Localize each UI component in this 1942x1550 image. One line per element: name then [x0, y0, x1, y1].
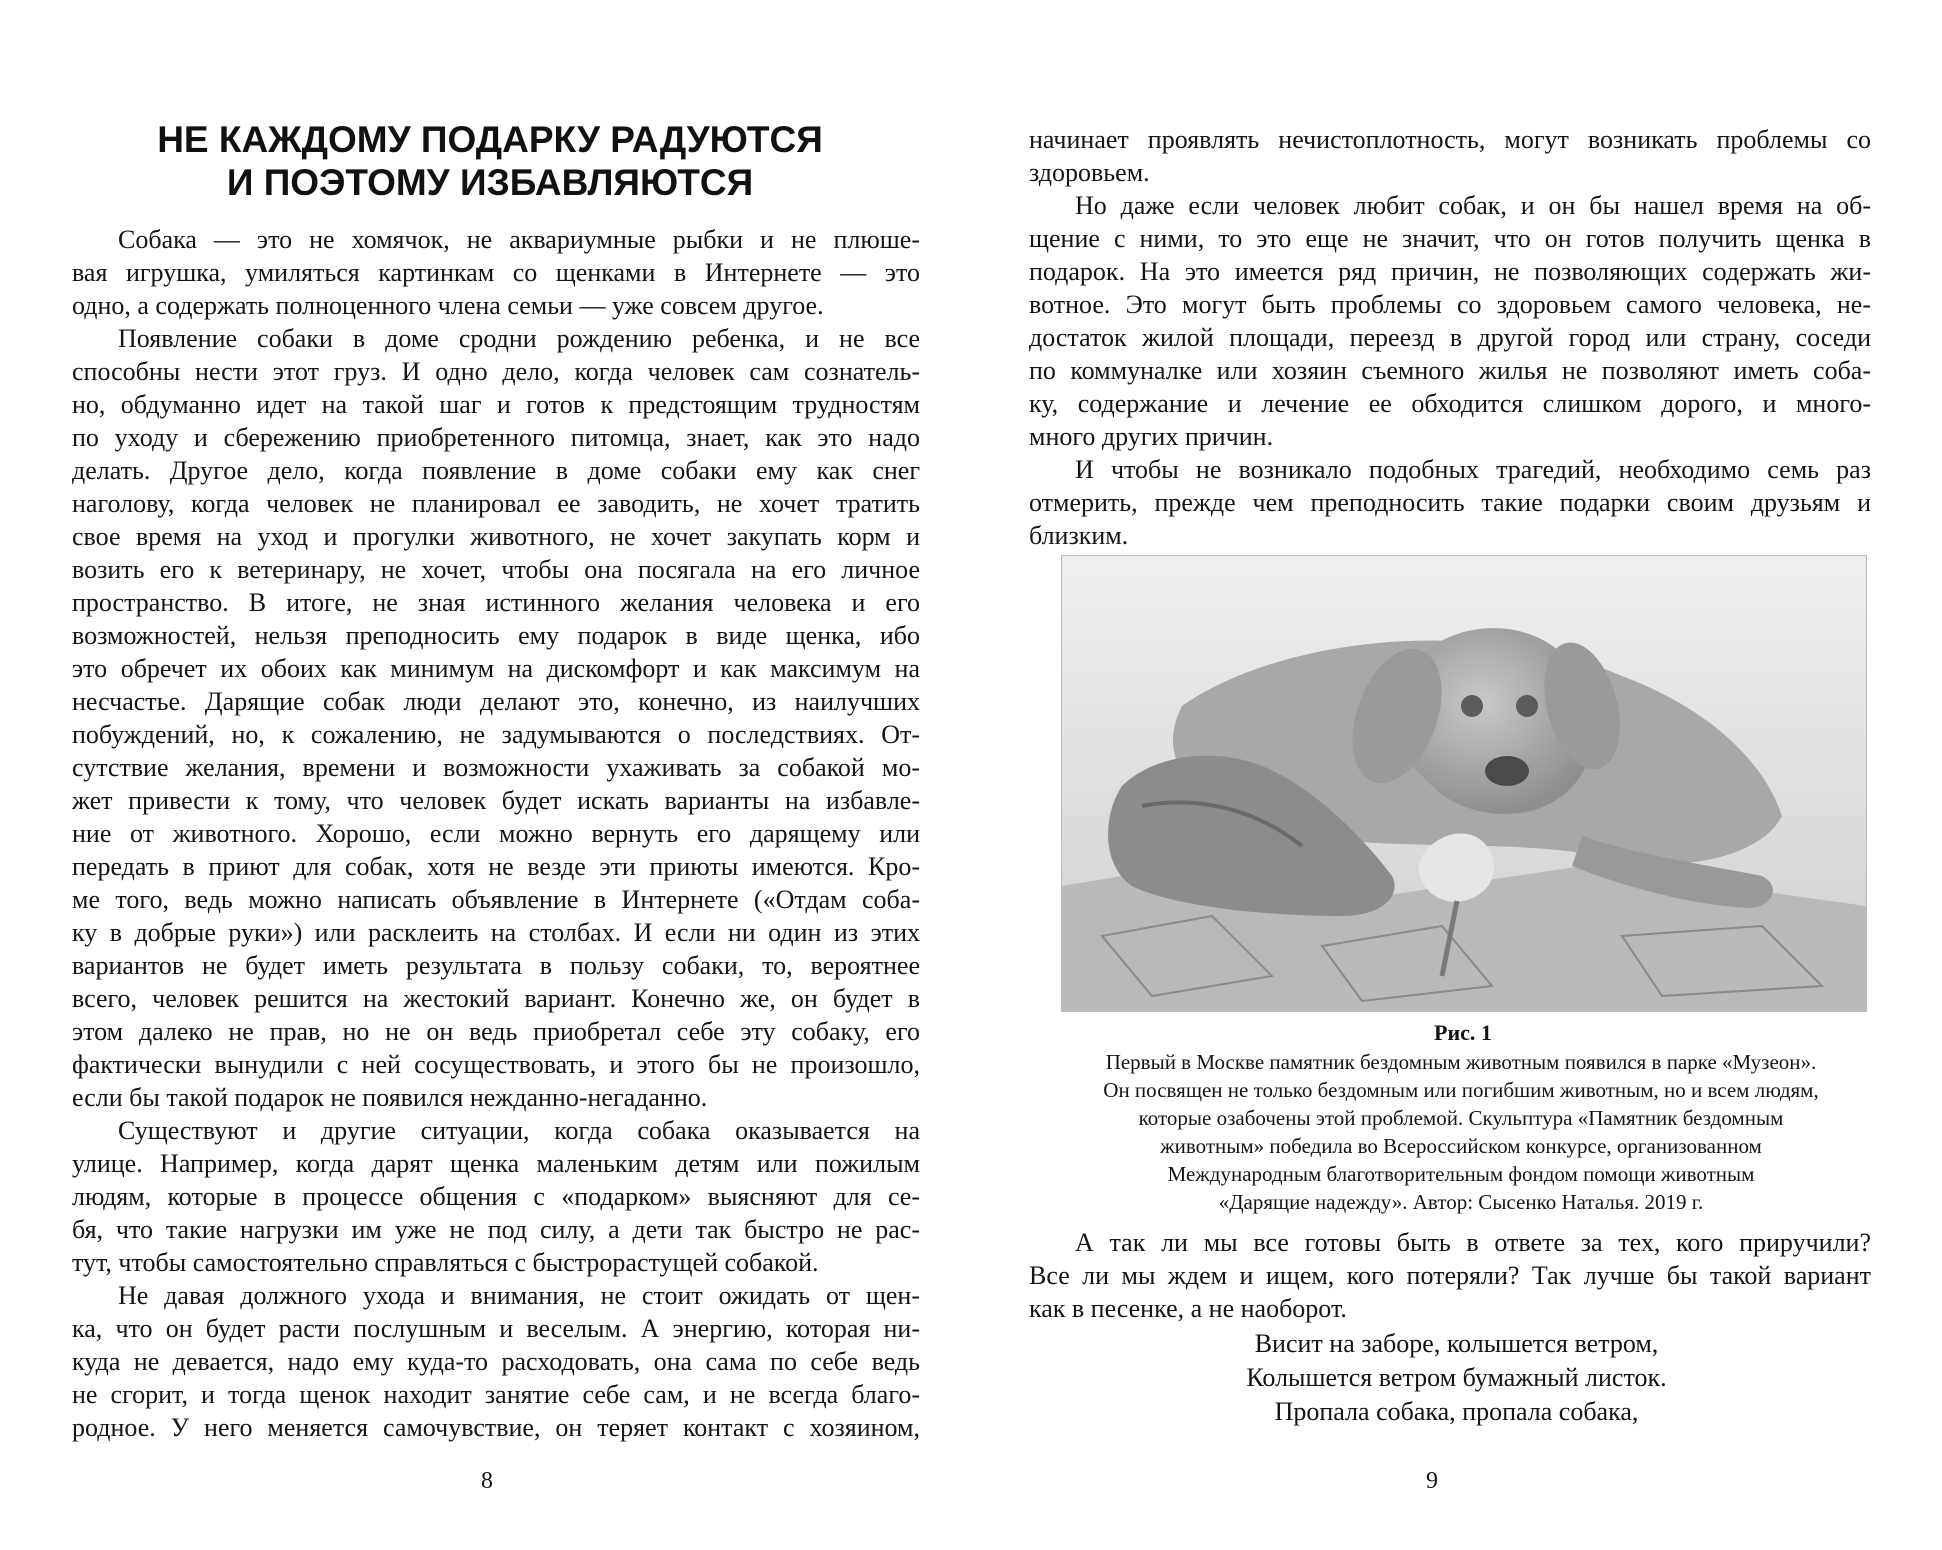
- right-body-text-top: [1029, 123, 1871, 552]
- text-line: ку, содержание и лечение ее обходится слишком дорого, и много-: [1029, 389, 1871, 418]
- song-verse: [971, 1327, 1942, 1429]
- text-line: возможностей, нельзя преподносить ему подарок в виде щенка, ибо: [72, 621, 920, 650]
- caption-line: Он посвящен не только бездомным или погибшим животным, но и всем людям,: [1103, 1078, 1819, 1102]
- text-line: подарок. На это имеется ряд причин, не позволяющих содержать жи-: [1029, 257, 1871, 286]
- text-line: побуждений, но, к сожалению, не задумываются о последствиях. От-: [72, 720, 920, 749]
- text-line: здоровьем.: [1029, 158, 1150, 187]
- text-line: всего, человек решится на жестокий вариант. Конечно же, он будет в: [72, 984, 920, 1013]
- dog-sculpture-illustration: [1062, 556, 1866, 1011]
- caption-line: Международным благотворительным фондом помощи животным: [1167, 1162, 1755, 1186]
- chapter-heading-line-2: И ПОЭТОМУ ИЗБАВЛЯЮТСЯ: [226, 162, 754, 203]
- text-line: по уходу и сбережению приобретенного питомца, знает, как это надо: [72, 423, 920, 452]
- text-line: тут, чтобы самостоятельно справляться с быстрорастущей собакой.: [72, 1248, 819, 1277]
- text-line: много других причин.: [1029, 422, 1274, 451]
- text-line: начинает проявлять нечистоплотность, могут возникать проблемы со: [1029, 125, 1871, 154]
- text-line: бя, что такие нагрузки им уже не под силу, а дети так быстро не рас-: [72, 1215, 920, 1244]
- text-line: но, обдуманно идет на такой шаг и готов к предстоящим трудностям: [72, 390, 920, 419]
- text-line: Не давая должного ухода и внимания, не стоит ожидать от щен-: [118, 1281, 920, 1310]
- text-line: ме того, ведь можно написать объявление в Интернете («Отдам соба-: [72, 885, 920, 914]
- right-page: [971, 0, 1942, 1550]
- chapter-heading: [60, 118, 920, 204]
- chapter-heading-line-1: НЕ КАЖДОМУ ПОДАРКУ РАДУЮТСЯ: [157, 119, 823, 160]
- text-line: несчастье. Дарящие собак люди делают это, конечно, из наилучших: [72, 687, 920, 716]
- verse-line: Пропала собака, пропала собака,: [1274, 1397, 1639, 1426]
- text-line: ка, что он будет расти послушным и веселым. А энергию, которая ни-: [72, 1314, 920, 1343]
- text-line: свое время на уход и прогулки животного, не хочет закупать корм и: [72, 522, 920, 551]
- text-line: Появление собаки в доме сродни рождению ребенка, и не все: [118, 324, 920, 353]
- text-line: по коммуналке или хозяин съемного жилья не позволяют иметь соба-: [1029, 356, 1871, 385]
- text-line: улице. Например, когда дарят щенка маленьким детям или пожилым: [72, 1149, 920, 1178]
- right-body-text-bottom: [1029, 1226, 1871, 1325]
- text-line: сутствие желания, времени и возможности ухаживать за собакой мо-: [72, 753, 920, 782]
- text-line: возить его к ветеринару, не хочет, чтобы она посягала на его личное: [72, 555, 920, 584]
- text-line: одно, а содержать полноценного члена семьи — уже совсем другое.: [72, 291, 824, 320]
- text-line: если бы такой подарок не появился нежданно-негаданно.: [72, 1083, 708, 1112]
- text-line: родное. У него меняется самочувствие, он теряет контакт с хозяином,: [72, 1413, 920, 1442]
- text-line: И чтобы не возникало подобных трагедий, необходимо семь раз: [1075, 455, 1871, 484]
- text-line: способны нести этот груз. И одно дело, когда человек сам сознатель-: [72, 357, 920, 386]
- text-line: Существуют и другие ситуации, когда собака оказывается на: [118, 1116, 920, 1145]
- text-line: А так ли мы все готовы быть в ответе за тех, кого приручили?: [1075, 1228, 1871, 1257]
- page-number-right: 9: [1426, 1468, 1438, 1494]
- text-line: ние от животного. Хорошо, если можно вернуть его дарящему или: [72, 819, 920, 848]
- caption-line: животным» победила во Всероссийском конкурсе, организованном: [1160, 1134, 1762, 1158]
- text-line: вариантов не будет иметь результата в пользу собаки, то, вероятнее: [72, 951, 920, 980]
- text-line: вотное. Это могут быть проблемы со здоровьем самого человека, не-: [1029, 290, 1871, 319]
- text-line: Собака — это не хомячок, не аквариумные рыбки и не плюше-: [118, 225, 920, 254]
- verse-line: Колышется ветром бумажный листок.: [1246, 1363, 1667, 1392]
- verse-line: Висит на заборе, колышется ветром,: [1254, 1329, 1659, 1358]
- text-line: передать в приют для собак, хотя не везде эти приюты имеются. Кро-: [72, 852, 920, 881]
- text-line: как в песенке, а не наоборот.: [1029, 1294, 1347, 1323]
- left-body-text: [72, 223, 920, 1444]
- text-line: щение с ними, то это еще не значит, что он готов получить щенка в: [1029, 224, 1871, 253]
- figure-label: Рис. 1: [1434, 1020, 1492, 1045]
- text-line: Но даже если человек любит собак, и он бы нашел время на об-: [1075, 191, 1871, 220]
- caption-line: которые озабочены этой проблемой. Скульптура «Памятник бездомным: [1138, 1106, 1784, 1130]
- text-line: наголову, когда человек не планировал ее заводить, не хочет тратить: [72, 489, 920, 518]
- text-line: близким.: [1029, 521, 1129, 550]
- caption-line: Первый в Москве памятник бездомным животным появился в парке «Музеон».: [1105, 1050, 1817, 1074]
- text-line: Все ли мы ждем и ищем, кого потеряли? Так лучше бы такой вариант: [1029, 1261, 1871, 1290]
- text-line: вая игрушка, умиляться картинкам со щенками в Интернете — это: [72, 258, 920, 287]
- text-line: отмерить, прежде чем преподносить такие подарки своим друзьям и: [1029, 488, 1871, 517]
- text-line: этом далеко не прав, но не он ведь приобретал себе эту собаку, его: [72, 1017, 920, 1046]
- text-line: не сгорит, и тогда щенок находит занятие себе сам, и не всегда благо-: [72, 1380, 920, 1409]
- text-line: жет привести к тому, что человек будет искать варианты на избавле-: [72, 786, 920, 815]
- page-number-left: 8: [481, 1468, 493, 1494]
- text-line: пространство. В итоге, не зная истинного желания человека и его: [72, 588, 920, 617]
- text-line: куда не девается, надо ему куда-то расходовать, она сама по себе ведь: [72, 1347, 920, 1376]
- text-line: ку в добрые руки») или расклеить на столбах. И если ни один из этих: [72, 918, 920, 947]
- text-line: делать. Другое дело, когда появление в доме собаки ему как снег: [72, 456, 920, 485]
- figure-caption: [1011, 1048, 1911, 1216]
- caption-line: «Дарящие надежду». Автор: Сысенко Наталья. 2019 г.: [1218, 1190, 1704, 1214]
- text-line: фактически вынудили с ней сосуществовать, и этого бы не произошло,: [72, 1050, 920, 1079]
- text-line: это обречет их обоих как минимум на дискомфорт и как максимум на: [72, 654, 920, 683]
- figure-photo-dog-sculpture: [1061, 555, 1867, 1012]
- text-line: достаток жилой площади, переезд в другой город или страну, соседи: [1029, 323, 1871, 352]
- text-line: людям, которые в процессе общения с «подарком» выясняют для се-: [72, 1182, 920, 1211]
